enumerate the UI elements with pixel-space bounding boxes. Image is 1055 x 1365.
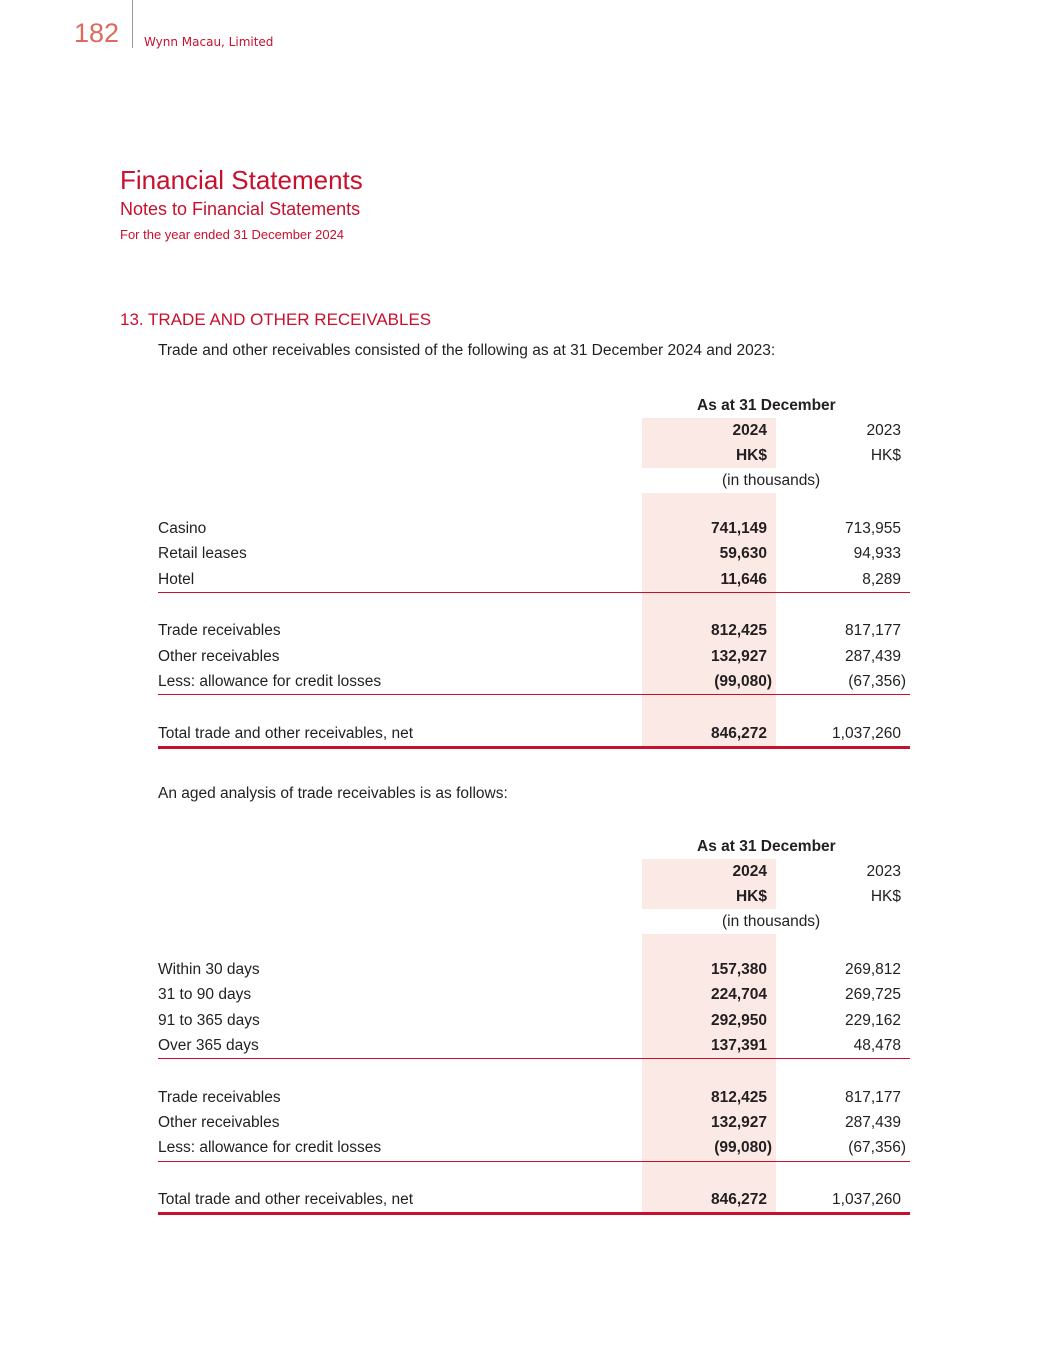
value-2023: 269,812 [844,961,901,978]
subtotal-rule [158,1058,910,1059]
total-double-rule [158,1212,910,1215]
page-subtitle: Notes to Financial Statements [120,199,361,219]
row-label: Within 30 days [158,961,260,978]
value-2023: 817,177 [844,622,901,640]
column-header-as-at: As at 31 December [697,838,836,855]
column-header-currency-current: HK$ [735,888,767,905]
column-header-year-current: 2024 [732,863,767,880]
row-label: Total trade and other receivables, net [158,1191,414,1209]
value-2023: 8,289 [862,570,901,588]
row-label: Less: allowance for credit losses [158,1139,382,1157]
value-2024: 59,630 [719,545,767,563]
column-header-unit: (in thousands) [722,472,821,489]
row-label: Retail leases [158,545,247,563]
value-2024: 132,927 [710,1114,767,1131]
value-2023: 1,037,260 [832,1191,901,1209]
value-2023: 269,725 [844,986,901,1004]
column-header-year-prior: 2023 [866,863,901,880]
row-label: Over 365 days [158,1036,259,1054]
aged-analysis-intro: An aged analysis of trade receivables is as follows: [158,785,508,802]
row-label: Hotel [158,570,195,588]
header-divider [132,0,133,48]
total-double-rule [158,746,910,749]
value-2024: 292,950 [710,1011,767,1029]
company-name: Wynn Macau, Limited [144,35,274,49]
row-label: Less: allowance for credit losses [158,673,382,690]
period-label: For the year ended 31 December 2024 [120,227,345,242]
value-2024: 132,927 [710,647,767,665]
value-2024: 812,425 [710,622,767,640]
value-2024: 137,391 [710,1036,767,1054]
value-2024: 846,272 [710,1191,767,1209]
column-header-currency-prior: HK$ [870,447,901,464]
column-header-year-current: 2024 [732,422,767,439]
column-header-as-at: As at 31 December [697,397,836,414]
value-2023: (67,356) [848,1139,906,1157]
subtotal-rule [158,1161,910,1162]
value-2023: 229,162 [844,1011,901,1029]
page-number: 182 [74,18,120,48]
row-label: Trade receivables [158,1088,281,1106]
value-2023: 713,955 [844,520,901,537]
column-header-unit: (in thousands) [722,913,821,930]
section-heading: 13. TRADE AND OTHER RECEIVABLES [120,310,432,329]
column-header-year-prior: 2023 [866,422,901,439]
row-label: Trade receivables [158,622,281,640]
value-2023: 94,933 [853,545,901,563]
row-label: 91 to 365 days [158,1011,260,1029]
value-2024: 11,646 [720,570,767,588]
row-label: Other receivables [158,1114,280,1131]
value-2023: (67,356) [848,673,906,690]
value-2024: (99,080) [714,1139,772,1157]
value-2023: 48,478 [853,1036,901,1054]
row-label: Casino [158,520,207,537]
row-label: Total trade and other receivables, net [158,724,414,742]
value-2024: (99,080) [714,673,772,690]
row-label: 31 to 90 days [158,986,252,1004]
value-2023: 817,177 [844,1088,901,1106]
subtotal-rule [158,694,910,695]
column-header-currency-current: HK$ [735,447,767,464]
value-2023: 1,037,260 [832,724,901,742]
subtotal-rule [158,592,910,593]
page-title: Financial Statements [120,165,363,195]
section-intro: Trade and other receivables consisted of the following as at 31 December 2024 and 2023: [158,342,776,359]
value-2023: 287,439 [844,1114,901,1131]
row-label: Other receivables [158,647,280,665]
value-2023: 287,439 [844,647,901,665]
value-2024: 157,380 [710,961,767,978]
value-2024: 846,272 [710,724,767,742]
value-2024: 741,149 [710,520,767,537]
value-2024: 224,704 [710,986,767,1004]
column-header-currency-prior: HK$ [870,888,901,905]
value-2024: 812,425 [710,1088,767,1106]
